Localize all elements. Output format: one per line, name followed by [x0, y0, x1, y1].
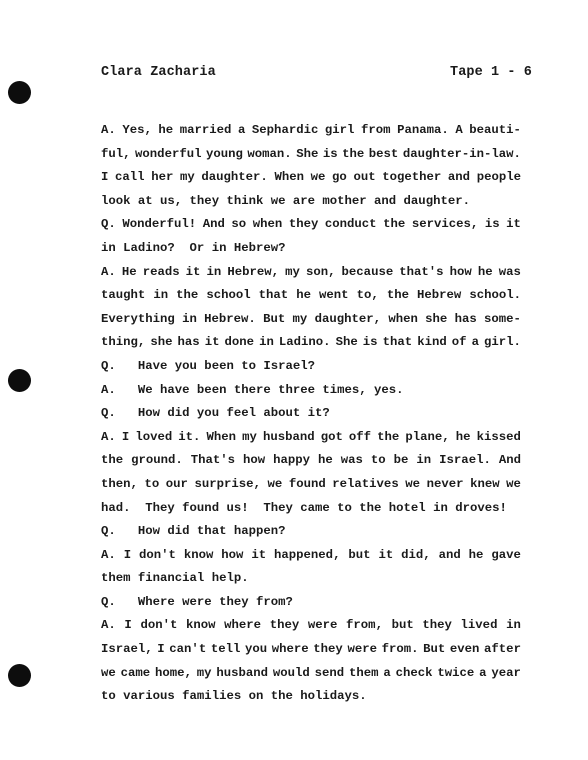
- transcript-line: A. We have been there three times, yes.: [101, 382, 404, 397]
- transcript-body: [101, 119, 521, 709]
- transcript-line: A. I loved it. When my husband got off the plane, he kissed: [101, 429, 521, 444]
- transcript-line: the ground. That's how happy he was to be in Israel. And: [101, 453, 521, 468]
- transcript-line: had. They found us! They came to the hotel in droves!: [101, 500, 507, 515]
- interviewee-name: Clara Zacharia: [101, 65, 216, 80]
- transcript-line: we came home, my husband would send them a check twice a year: [101, 665, 521, 680]
- tape-page-number: Tape 1 - 6: [450, 65, 533, 80]
- transcript-line: to various families on the holidays.: [101, 689, 367, 704]
- transcript-line: look at us, they think we are mother and daughter.: [101, 193, 470, 208]
- transcript-line: Q. How did that happen?: [101, 524, 286, 539]
- transcript-line: A. Yes, he married a Sephardic girl from Panama. A beauti-: [101, 123, 521, 137]
- transcript-line: Q. How did you feel about it?: [101, 406, 330, 421]
- transcript-line: then, to our surprise, we found relatives we never knew we: [101, 476, 521, 491]
- transcript-line: A. He reads it in Hebrew, my son, because that's how he was: [101, 264, 521, 279]
- transcript-line: I call her my daughter. When we go out together and people: [101, 170, 521, 185]
- transcript-line: in Ladino? Or in Hebrew?: [101, 240, 286, 255]
- transcript-line: A. I don't know where they were from, but they lived in: [101, 618, 521, 633]
- transcript-line: Q. Have you been to Israel?: [101, 358, 316, 373]
- transcript-line: Everything in Hebrew. But my daughter, when she has some-: [101, 311, 521, 326]
- transcript-line: Israel, I can't tell you where they were from. But even after: [101, 642, 521, 657]
- transcript-line: Q. Wonderful! And so when they conduct the services, is it: [101, 217, 521, 232]
- transcript-line: thing, she has it done in Ladino. She is that kind of a girl.: [101, 335, 521, 350]
- transcript-line: taught in the school that he went to, the Hebrew school.: [101, 288, 521, 303]
- transcript-line: ful, wonderful young woman. She is the best daughter-in-law.: [101, 146, 521, 161]
- transcript-line: A. I don't know how it happened, but it did, and he gave: [101, 547, 521, 562]
- transcript-line: Q. Where were they from?: [101, 594, 293, 609]
- transcript-line: them financial help.: [101, 571, 249, 586]
- binder-hole-top: [8, 81, 31, 104]
- binder-hole-bottom: [8, 664, 31, 687]
- binder-hole-middle: [8, 369, 31, 392]
